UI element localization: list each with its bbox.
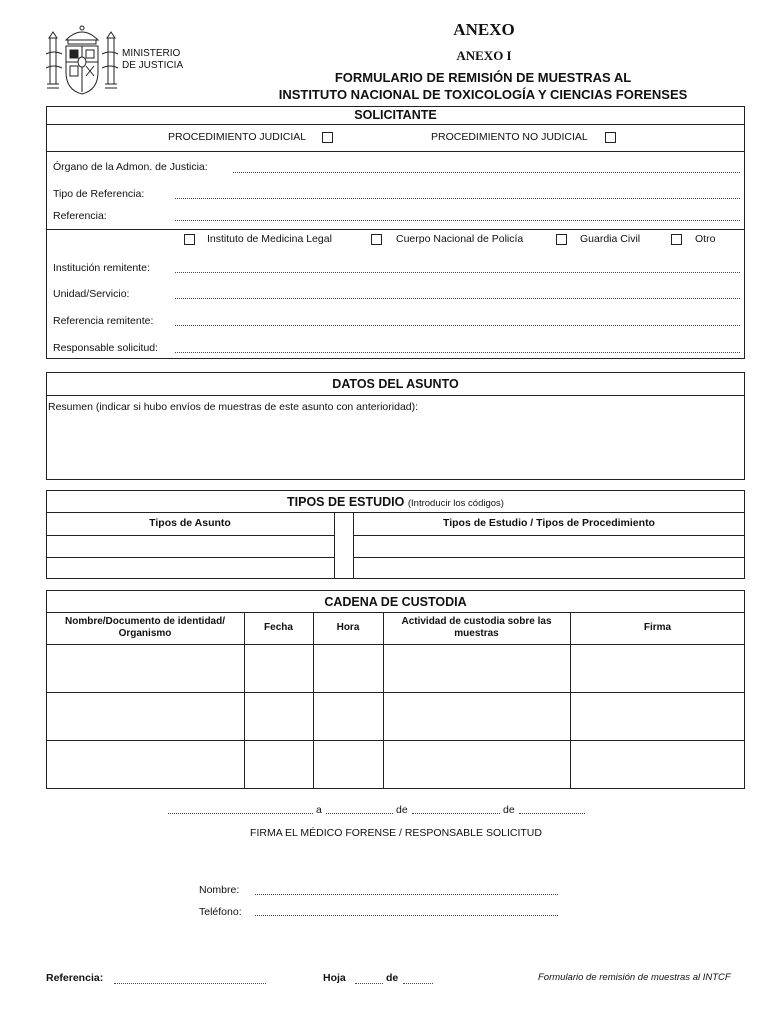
actividad-header-line2: muestras bbox=[454, 628, 499, 639]
tipo-referencia-label: Tipo de Referencia: bbox=[53, 188, 145, 200]
footer-hoja-field[interactable] bbox=[355, 983, 383, 984]
tipos-procedimiento-header: Tipos de Estudio / Tipos de Procedimiento bbox=[443, 517, 655, 529]
tipos-estudio-note: (Introducir los códigos) bbox=[407, 498, 504, 509]
unidad-label: Unidad/Servicio: bbox=[53, 288, 130, 300]
cadena-custodia-heading: CADENA DE CUSTODIA bbox=[324, 595, 467, 609]
ref-remitente-field[interactable] bbox=[175, 325, 740, 326]
place-field[interactable] bbox=[168, 813, 313, 814]
organo-field[interactable] bbox=[233, 172, 740, 173]
datos-asunto-heading: DATOS DEL ASUNTO bbox=[332, 377, 459, 391]
month-field[interactable] bbox=[412, 813, 500, 814]
actividad-header-line1: Actividad de custodia sobre las bbox=[401, 616, 552, 627]
custodia-row-2[interactable] bbox=[47, 693, 744, 739]
proc-no-judicial-checkbox[interactable] bbox=[605, 132, 616, 143]
otro-checkbox[interactable] bbox=[671, 234, 682, 245]
resumen-label: Resumen (indicar si hubo envíos de muestras de este asunto con anterioridad): bbox=[48, 401, 419, 413]
tipos-asunto-cell-1[interactable] bbox=[47, 536, 333, 556]
nombre-documento-header-line1: Nombre/Documento de identidad/ bbox=[64, 616, 225, 627]
actividad-header bbox=[383, 616, 570, 640]
tipos-procedimiento-cell-1[interactable] bbox=[354, 536, 744, 556]
solicitante-heading: SOLICITANTE bbox=[354, 108, 437, 122]
form-title-line2: INSTITUTO NACIONAL DE TOXICOLOGÍA Y CIENCIAS FORENSES bbox=[278, 87, 688, 102]
responsable-label: Responsable solicitud: bbox=[53, 342, 159, 354]
unidad-field[interactable] bbox=[175, 298, 740, 299]
date-de1-label: de bbox=[396, 804, 408, 816]
footer-de-field[interactable] bbox=[403, 983, 433, 984]
footer-form-name: Formulario de remisión de muestras al INTCF bbox=[538, 972, 731, 983]
tipos-estudio-title: TIPOS DE ESTUDIO bbox=[287, 495, 405, 509]
policia-label: Cuerpo Nacional de Policía bbox=[396, 233, 524, 245]
organo-label: Órgano de la Admon. de Justicia: bbox=[53, 161, 208, 173]
telefono-field[interactable] bbox=[255, 915, 558, 916]
tipo-referencia-field[interactable] bbox=[175, 198, 740, 199]
date-de2-label: de bbox=[503, 804, 515, 816]
firma-label: FIRMA EL MÉDICO FORENSE / RESPONSABLE SOLICITUD bbox=[250, 827, 542, 839]
footer-de-label: de bbox=[386, 972, 399, 984]
footer-hoja-label: Hoja bbox=[323, 972, 346, 984]
referencia-label: Referencia: bbox=[53, 210, 107, 222]
firma-header: Firma bbox=[643, 622, 672, 633]
tipos-estudio-heading bbox=[46, 495, 745, 509]
day-field[interactable] bbox=[326, 813, 393, 814]
ref-remitente-label: Referencia remitente: bbox=[53, 315, 154, 327]
hora-header: Hora bbox=[336, 622, 360, 633]
tipos-asunto-cell-2[interactable] bbox=[47, 558, 333, 578]
footer-referencia-label: Referencia: bbox=[46, 972, 104, 984]
tipos-procedimiento-cell-2[interactable] bbox=[354, 558, 744, 578]
institucion-label: Institución remitente: bbox=[53, 262, 150, 274]
fecha-header: Fecha bbox=[264, 622, 293, 633]
proc-judicial-checkbox[interactable] bbox=[322, 132, 333, 143]
guardia-civil-checkbox[interactable] bbox=[556, 234, 567, 245]
anexo-i-title: ANEXO I bbox=[456, 48, 512, 63]
nombre-field[interactable] bbox=[255, 894, 558, 895]
medicina-legal-label: Instituto de Medicina Legal bbox=[207, 233, 332, 245]
proc-judicial-label: PROCEDIMIENTO JUDICIAL bbox=[168, 131, 307, 143]
form-title-line1: FORMULARIO DE REMISIÓN DE MUESTRAS AL bbox=[334, 70, 632, 85]
date-a-label: a bbox=[316, 804, 322, 816]
institucion-field[interactable] bbox=[175, 272, 740, 273]
ministry-name-line2: DE JUSTICIA bbox=[122, 60, 184, 71]
referencia-field[interactable] bbox=[175, 220, 740, 221]
footer-referencia-field[interactable] bbox=[114, 983, 266, 984]
telefono-label: Teléfono: bbox=[199, 906, 242, 918]
policia-checkbox[interactable] bbox=[371, 234, 382, 245]
tipos-asunto-header: Tipos de Asunto bbox=[149, 517, 231, 529]
proc-no-judicial-label: PROCEDIMIENTO NO JUDICIAL bbox=[431, 131, 588, 143]
responsable-field[interactable] bbox=[175, 352, 740, 353]
anexo-title: ANEXO bbox=[453, 20, 515, 39]
custodia-row-3[interactable] bbox=[47, 741, 744, 788]
otro-label: Otro bbox=[695, 233, 716, 245]
nombre-documento-header bbox=[46, 616, 244, 640]
nombre-documento-header-line2: Organismo bbox=[118, 628, 172, 639]
ministry-name-line1: MINISTERIO bbox=[122, 48, 181, 59]
resumen-field[interactable] bbox=[48, 416, 743, 478]
year-field[interactable] bbox=[519, 813, 585, 814]
medicina-legal-checkbox[interactable] bbox=[184, 234, 195, 245]
guardia-civil-label: Guardia Civil bbox=[580, 233, 641, 245]
nombre-label: Nombre: bbox=[199, 884, 240, 896]
custodia-row-1[interactable] bbox=[47, 645, 744, 691]
